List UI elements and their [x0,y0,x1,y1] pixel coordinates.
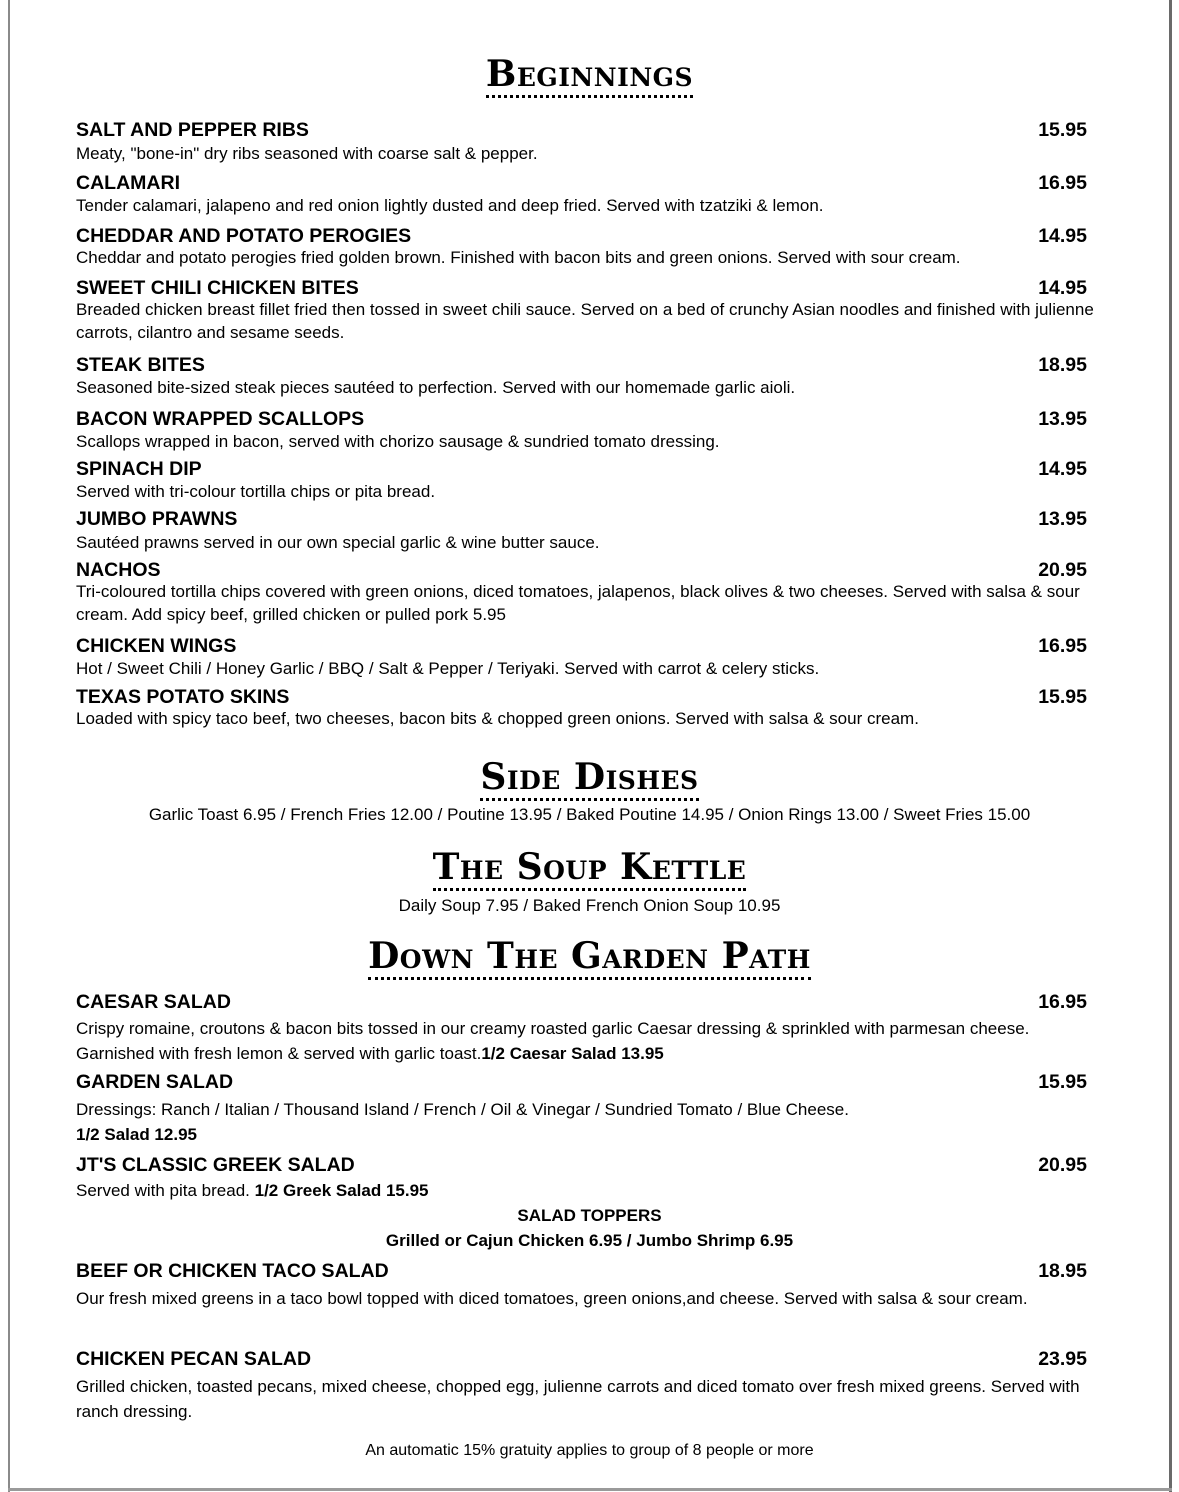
item-price: 20.95 [1038,559,1087,581]
item-price: 15.95 [1038,1071,1087,1093]
item-name: NACHOS [76,559,161,581]
item-description: Loaded with spicy taco beef, two cheeses, bacon bits & chopped green onions. Served with salsa & sour cream. [76,709,919,728]
item-description: Meaty, "bone-in" dry ribs seasoned with coarse salt & pepper. [76,144,538,163]
item-description: Scallops wrapped in bacon, served with chorizo sausage & sundried tomato dressing. [76,432,720,451]
item-description: Tri-coloured tortilla chips covered with green onions, diced tomatoes, jalapenos, black olives & two cheeses. Served with salsa & sour cream. Add spicy beef, grilled chicken or pulled pork 5.95 [76,582,1080,624]
item-name: GARDEN SALAD [76,1071,234,1093]
section-title-garden-path: Down The Garden Path [0,936,1179,976]
section-title-side-dishes: Side Dishes [0,757,1179,797]
item-name: CHEDDAR AND POTATO PEROGIES [76,225,412,247]
item-description: Breaded chicken breast fillet fried then tossed in sweet chili sauce. Served on a bed of crunchy Asian noodles and finished with julienne carrots, cilantro and sesame seeds. [76,300,1094,342]
item-name: TEXAS POTATO SKINS [76,686,290,708]
item-description: Our fresh mixed greens in a taco bowl topped with diced tomatoes, green onions,and cheese. Served with salsa & sour cream. [76,1289,1028,1308]
half-portion-price: 1/2 Salad 12.95 [76,1125,197,1144]
item-description: Crispy romaine, croutons & bacon bits tossed in our creamy roasted garlic Caesar dressing & sprinkled with parmesan cheese. Garnished with fresh lemon & served with garlic toast.1/2 Caesar Salad 13.95 [76,1019,1030,1063]
page-border-left [8,0,10,1492]
item-price: 13.95 [1038,408,1087,430]
item-description: Hot / Sweet Chili / Honey Garlic / BBQ / Salt & Pepper / Teriyaki. Served with carrot & celery sticks. [76,659,820,678]
item-name: STEAK BITES [76,354,205,376]
item-name: CHICKEN WINGS [76,635,237,657]
section-title-soup-kettle: The Soup Kettle [0,847,1179,887]
half-portion-price: 1/2 Greek Salad 15.95 [254,1181,429,1200]
item-name: CAESAR SALAD [76,991,231,1013]
item-name: SPINACH DIP [76,458,202,480]
item-description: Seasoned bite-sized steak pieces sautéed to perfection. Served with our homemade garlic aioli. [76,378,796,397]
item-name: JUMBO PRAWNS [76,508,238,530]
item-price: 14.95 [1038,225,1087,247]
item-price: 20.95 [1038,1154,1087,1176]
item-price: 15.95 [1038,686,1087,708]
half-portion-price: 1/2 Caesar Salad 13.95 [481,1044,664,1063]
side-dishes-list: Garlic Toast 6.95 / French Fries 12.00 / Poutine 13.95 / Baked Poutine 14.95 / Onion Rings 13.00 / Sweet Fries 15.00 [148,805,1031,824]
salad-toppers-list: Grilled or Cajun Chicken 6.95 / Jumbo Shrimp 6.95 [385,1231,794,1250]
item-description: Cheddar and potato perogies fried golden brown. Finished with bacon bits and green onions. Served with sour cream. [76,248,961,267]
item-price: 23.95 [1038,1348,1087,1370]
item-price: 16.95 [1038,991,1087,1013]
page-border-right [1169,0,1172,1492]
item-price: 13.95 [1038,508,1087,530]
item-price: 16.95 [1038,172,1087,194]
item-price: 15.95 [1038,119,1087,141]
item-name: BACON WRAPPED SCALLOPS [76,408,365,430]
item-name: SWEET CHILI CHICKEN BITES [76,277,359,299]
item-description: Grilled chicken, toasted pecans, mixed cheese, chopped egg, julienne carrots and diced tomato over fresh mixed greens. Served with ranch dressing. [76,1377,1080,1421]
salad-toppers-title: SALAD TOPPERS [517,1206,662,1225]
item-name: CALAMARI [76,172,180,194]
item-price: 16.95 [1038,635,1087,657]
item-name: JT'S CLASSIC GREEK SALAD [76,1154,355,1176]
item-description: Served with tri-colour tortilla chips or pita bread. [76,482,436,501]
item-description: Sautéed prawns served in our own special garlic & wine butter sauce. [76,533,600,552]
item-description: Served with pita bread. 1/2 Greek Salad 15.95 [76,1181,429,1200]
item-description: Dressings: Ranch / Italian / Thousand Island / French / Oil & Vinegar / Sundried Tomato / Blue Cheese. 1/2 Salad 12.95 [76,1100,849,1144]
item-name: CHICKEN PECAN SALAD [76,1348,312,1370]
item-name: SALT AND PEPPER RIBS [76,119,309,141]
item-description: Tender calamari, jalapeno and red onion lightly dusted and deep fried. Served with tzatziki & lemon. [76,196,824,215]
item-price: 18.95 [1038,354,1087,376]
item-price: 14.95 [1038,458,1087,480]
item-name: BEEF OR CHICKEN TACO SALAD [76,1260,389,1282]
gratuity-note: An automatic 15% gratuity applies to group of 8 people or more [365,1442,814,1459]
item-price: 18.95 [1038,1260,1087,1282]
page-border-bottom [8,1488,1172,1491]
soup-list: Daily Soup 7.95 / Baked French Onion Soup 10.95 [398,896,781,915]
item-price: 14.95 [1038,277,1087,299]
section-title-beginnings: Beginnings [0,54,1179,94]
